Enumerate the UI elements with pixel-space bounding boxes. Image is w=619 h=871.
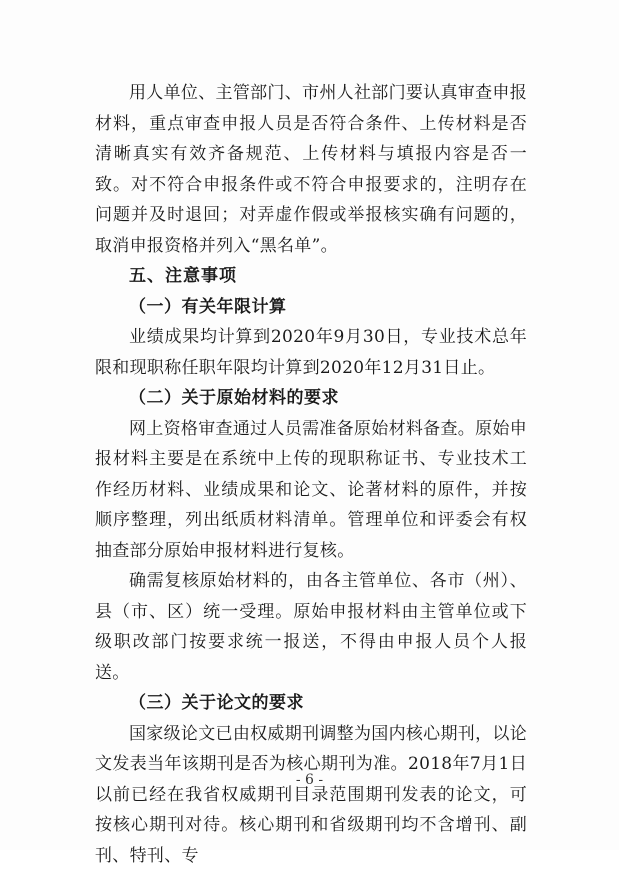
subheading-original-materials: （二）关于原始材料的要求 [95,383,527,414]
paragraph-year-calculation: 业绩成果均计算到2020年9月30日，专业技术总年限和现职称任职年限均计算到2020年12月31日止。 [95,322,527,383]
section-heading-notes: 五、注意事项 [95,261,527,292]
document-body [95,78,527,871]
paragraph-paper-requirements: 国家级论文已由权威期刊调整为国内核心期刊，以论文发表当年该期刊是否为核心期刊为准。2018年7月1日以前已经在我省权威期刊目录范围期刊发表的论文，可按核心期刊对待。核心期刊和省级期刊均不含增刊、副刊、特刊、专 [95,719,527,871]
subheading-year-calculation: （一）有关年限计算 [95,292,527,323]
paragraph-review-requirements: 用人单位、主管部门、市州人社部门要认真审查申报材料，重点审查申报人员是否符合条件、上传材料是否清晰真实有效齐备规范、上传材料与填报内容是否一致。对不符合申报条件或不符合申报要求的，注明存在问题并及时退回；对弄虚作假或举报核实确有问题的，取消申报资格并列入“黑名单”。 [95,78,527,261]
paragraph-original-materials: 网上资格审查通过人员需准备原始材料备查。原始申报材料主要是在系统中上传的现职称证书、专业技术工作经历材料、业绩成果和论文、论著材料的原件，并按顺序整理，列出纸质材料清单。管理单位和评委会有权抽查部分原始申报材料进行复核。 [95,414,527,567]
subheading-paper-requirements: （三）关于论文的要求 [95,688,527,719]
page-number: - 6 - [0,772,619,788]
paragraph-material-recheck: 确需复核原始材料的，由各主管单位、各市（州）、县（市、区）统一受理。原始申报材料由主管单位或下级职改部门按要求统一报送，不得由申报人员个人报送。 [95,566,527,688]
